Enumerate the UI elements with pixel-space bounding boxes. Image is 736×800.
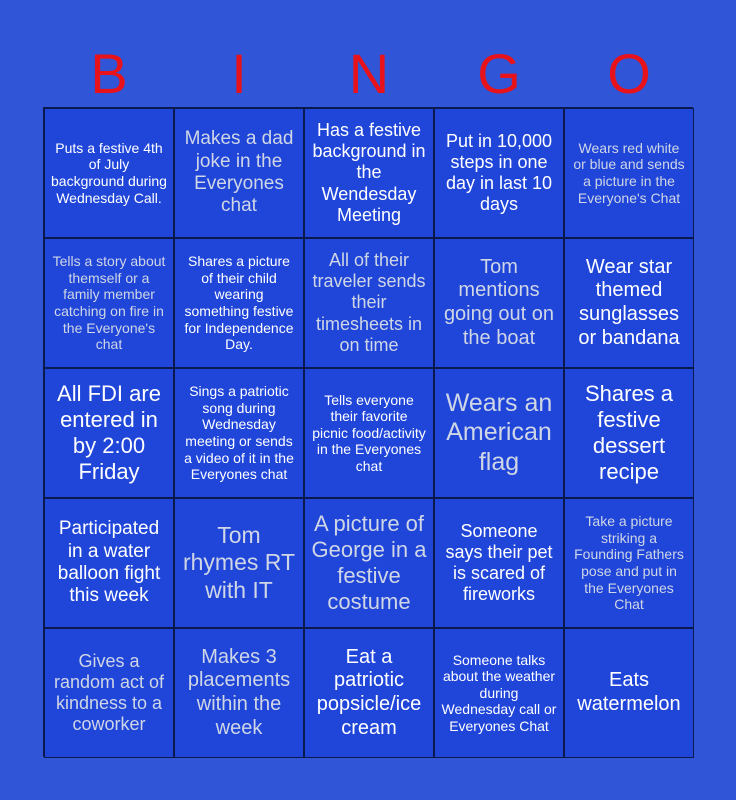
bingo-cell[interactable]: Shares a festive dessert recipe bbox=[564, 368, 694, 498]
bingo-header bbox=[44, 40, 694, 108]
header-letter-b: B bbox=[90, 42, 128, 105]
bingo-cell[interactable]: Someone talks about the weather during Wednesday call or Everyones Chat bbox=[434, 628, 564, 758]
bingo-cell[interactable]: Eats watermelon bbox=[564, 628, 694, 758]
header-letter-n: N bbox=[348, 42, 390, 105]
header-letter-g: G bbox=[477, 42, 521, 105]
bingo-cell[interactable]: Put in 10,000 steps in one day in last 10 days bbox=[434, 108, 564, 238]
bingo-cell[interactable]: Tom rhymes RT with IT bbox=[174, 498, 304, 628]
bingo-cell[interactable]: Wears an American flag bbox=[434, 368, 564, 498]
bingo-cell[interactable]: Gives a random act of kindness to a coworker bbox=[44, 628, 174, 758]
bingo-board bbox=[43, 107, 693, 757]
bingo-cell[interactable]: All FDI are entered in by 2:00 Friday bbox=[44, 368, 174, 498]
bingo-cell[interactable]: Makes a dad joke in the Everyones chat bbox=[174, 108, 304, 238]
bingo-cell[interactable]: Tom mentions going out on the boat bbox=[434, 238, 564, 368]
bingo-cell[interactable]: Eat a patriotic popsicle/ice cream bbox=[304, 628, 434, 758]
bingo-cell[interactable]: Shares a picture of their child wearing something festive for Independence Day. bbox=[174, 238, 304, 368]
bingo-cell[interactable]: Wears red white or blue and sends a picture in the Everyone's Chat bbox=[564, 108, 694, 238]
bingo-cell[interactable]: Take a picture striking a Founding Fathers pose and put in the Everyones Chat bbox=[564, 498, 694, 628]
bingo-cell[interactable]: Puts a festive 4th of July background during Wednesday Call. bbox=[44, 108, 174, 238]
bingo-cell[interactable]: Tells a story about themself or a family member catching on fire in the Everyone's chat bbox=[44, 238, 174, 368]
bingo-cell[interactable]: Has a festive background in the Wendesday Meeting bbox=[304, 108, 434, 238]
bingo-cell[interactable]: All of their traveler sends their timesheets in on time bbox=[304, 238, 434, 368]
bingo-cell[interactable]: Sings a patriotic song during Wednesday meeting or sends a video of it in the Everyones chat bbox=[174, 368, 304, 498]
header-letter-o: O bbox=[607, 42, 651, 105]
bingo-cell[interactable]: Makes 3 placements within the week bbox=[174, 628, 304, 758]
bingo-cell[interactable]: Participated in a water balloon fight this week bbox=[44, 498, 174, 628]
bingo-cell[interactable]: Someone says their pet is scared of fireworks bbox=[434, 498, 564, 628]
bingo-cell[interactable]: A picture of George in a festive costume bbox=[304, 498, 434, 628]
bingo-cell[interactable]: Tells everyone their favorite picnic food/activity in the Everyones chat bbox=[304, 368, 434, 498]
bingo-cell[interactable]: Wear star themed sunglasses or bandana bbox=[564, 238, 694, 368]
header-letter-i: I bbox=[231, 42, 247, 105]
